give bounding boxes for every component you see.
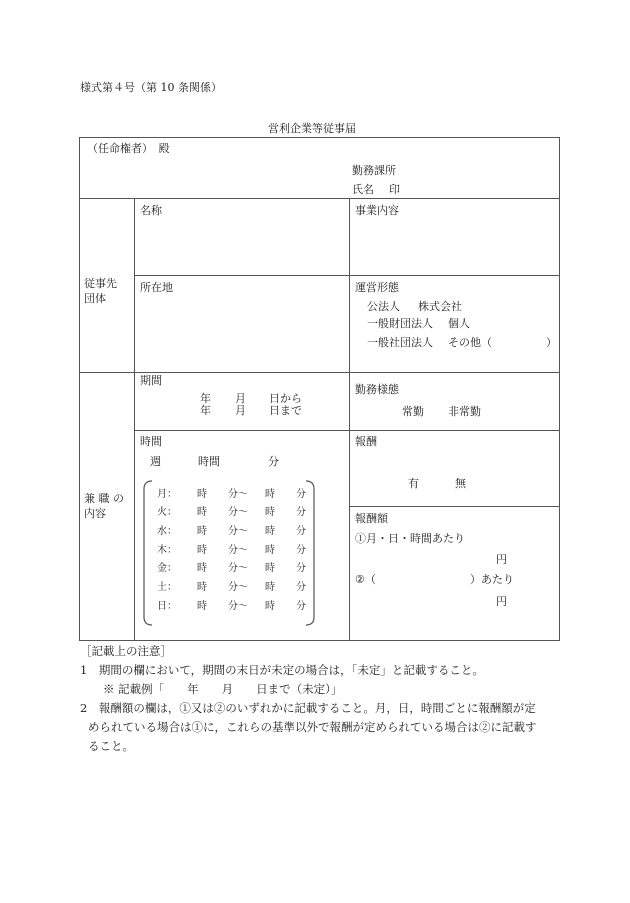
form-title: 営利企業等従事届 — [268, 122, 356, 135]
reward-option-2-open: ②（ — [355, 573, 376, 586]
weekly-hours: 時間 — [198, 455, 220, 468]
weekly-week: 週 — [150, 455, 161, 468]
org-name-label: 名称 — [140, 204, 162, 217]
option-other: その他（ — [448, 336, 492, 349]
period-from-month: 月 — [235, 392, 246, 405]
form-number: 様式第４号（第 10 条関係） — [80, 81, 222, 94]
weekly-minutes: 分 — [268, 455, 279, 468]
seal-label: 印 — [389, 183, 400, 196]
operation-form-label: 運営形態 — [355, 281, 399, 294]
reward-yes: 有 — [408, 477, 419, 490]
yen-1: 円 — [496, 553, 507, 566]
note-1: 1 期間の欄において，期間の末日が未定の場合は，「未定」と記載すること。 — [80, 663, 484, 677]
reward-amount-label: 報酬額 — [355, 512, 388, 525]
period-to-day: 日まで — [269, 404, 302, 417]
option-individual: 個人 — [448, 317, 470, 330]
hours-label: 時間 — [140, 435, 162, 448]
yen-2: 円 — [496, 595, 507, 608]
option-other-close: ） — [546, 336, 557, 349]
note-2-line-2: められている場合は①に，これらの基準以外で報酬が定められている場合は②に記載す — [88, 720, 537, 734]
business-label: 事業内容 — [355, 204, 399, 217]
address-label: 所在地 — [140, 281, 173, 294]
reward-label: 報酬 — [355, 435, 377, 448]
period-label: 期間 — [140, 374, 162, 387]
reward-no: 無 — [455, 477, 466, 490]
period-to-year: 年 — [200, 404, 211, 417]
office-label: 勤務課所 — [352, 164, 396, 177]
option-public-corp: 公法人 — [367, 300, 400, 313]
left-bracket — [140, 480, 156, 626]
note-1-example: ※ 記載例「 年 月 日まで（未定）」 — [103, 682, 343, 696]
side-job-section-label: 兼 職 の — [84, 492, 124, 505]
option-association: 一般社団法人 — [367, 336, 433, 349]
organization-section-label-2: 団体 — [84, 292, 106, 305]
note-2-line-3: ること。 — [88, 739, 134, 753]
addressee-label: （任命権者） 殿 — [87, 142, 170, 155]
period-from-year: 年 — [200, 392, 211, 405]
reward-option-1: ①月・日・時間あたり — [355, 532, 465, 545]
work-style-part-time: 非常勤 — [448, 405, 481, 418]
side-job-section-label-2: 内容 — [84, 507, 106, 520]
work-style-full-time: 常勤 — [402, 405, 424, 418]
note-2-line-1: 2 報酬額の欄は，①又は②のいずれかに記載すること。月，日，時間ごとに報酬額が定 — [80, 701, 536, 715]
name-label: 氏名 — [352, 183, 374, 196]
option-foundation: 一般財団法人 — [367, 317, 433, 330]
organization-section-label: 従事先 — [84, 277, 117, 290]
notes-heading: ［記載上の注意］ — [80, 644, 172, 658]
period-from-day: 日から — [269, 392, 302, 405]
work-style-label: 勤務様態 — [355, 383, 399, 396]
option-stock-company: 株式会社 — [418, 300, 462, 313]
period-to-month: 月 — [235, 404, 246, 417]
reward-option-2-close: ）あたり — [470, 573, 514, 586]
